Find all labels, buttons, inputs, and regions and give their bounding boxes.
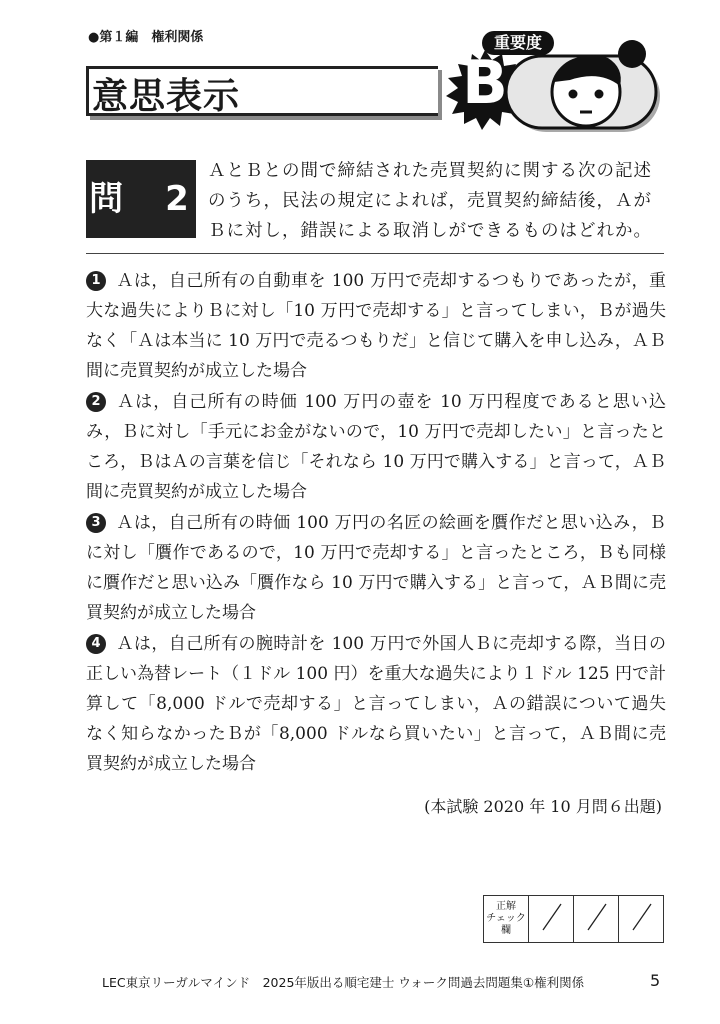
choice-1[interactable]	[86, 266, 666, 386]
footer-text: LEC東京リーガルマインド 2025年版出る順宅建士 ウォーク問過去問題集①権利関係	[102, 975, 585, 990]
question-number: 問 2	[86, 160, 196, 238]
importance-label: 重要度	[482, 31, 554, 55]
choice-number: 1	[86, 271, 106, 291]
hair-bun-icon	[618, 40, 646, 68]
right-eye-icon	[595, 90, 604, 99]
choice-3[interactable]	[86, 508, 666, 628]
choice-4[interactable]	[86, 629, 666, 779]
question-text: ＡとＢとの間で締結された売買契約に関する次の記述のうち，民法の規定によれば，売買契約締結後，ＡがＢに対し，錯誤による取消しができるものはどれか。	[208, 161, 652, 241]
slash-icon	[529, 896, 573, 938]
choice-text: Ａは，自己所有の腕時計を 100 万円で外国人Ｂに売却する際，当日の正しい為替レート（１ドル 100 円）を重大な過失により１ドル 125 円で計算して「8,000 ドルで売却する」と言ってしまい，Ａの錯誤について過失なく知らなかったＢが「8,000 ドルなら買いたい」と言って，ＡＢ間に売買契約が成立した場合	[86, 634, 666, 774]
choice-text: Ａは，自己所有の時価 100 万円の壺を 10 万円程度であると思い込み，Ｂに対し「手元にお金がないので，10 万円で売却したい」と言ったところ，ＢはＡの言葉を信じ「それなら 10 万円で購入する」と言って，ＡＢ間に売買契約が成立した場合	[86, 392, 666, 502]
exam-source: (本試験 2020 年 10 月問６出題)	[424, 797, 662, 816]
choice-number: 3	[86, 513, 106, 533]
section-label: ●第１編 権利関係	[88, 30, 204, 45]
page-number: 5	[650, 971, 661, 990]
slash-icon	[619, 896, 663, 938]
left-eye-icon	[569, 90, 578, 99]
question-divider	[86, 253, 664, 254]
choice-2[interactable]	[86, 387, 666, 507]
check-table-label: 正解 チェック 欄	[484, 896, 529, 943]
check-box-1[interactable]	[529, 896, 574, 943]
importance-grade: B	[462, 48, 508, 118]
slash-icon	[574, 896, 618, 938]
page-title: 意思表示	[92, 76, 241, 117]
answer-check-table	[483, 895, 664, 943]
check-box-3[interactable]	[619, 896, 664, 943]
check-box-2[interactable]	[574, 896, 619, 943]
choice-list	[86, 266, 666, 780]
choice-text: Ａは，自己所有の自動車を 100 万円で売却するつもりであったが，重大な過失によりＢに対し「10 万円で売却する」と言ってしまい，Ｂが過失なく「Ａは本当に 10 万円で売るつもりだ」と信じて購入を申し込み，ＡＢ間に売買契約が成立した場合	[86, 271, 666, 381]
choice-number: 2	[86, 392, 106, 412]
choice-text: Ａは，自己所有の時価 100 万円の名匠の絵画を贋作だと思い込み，Ｂに対し「贋作であるので，10 万円で売却する」と言ったところ，Ｂも同様に贋作だと思い込み「贋作なら 10 万円で購入する」と言って，ＡＢ間に売買契約が成立した場合	[86, 513, 666, 623]
choice-number: 4	[86, 634, 106, 654]
